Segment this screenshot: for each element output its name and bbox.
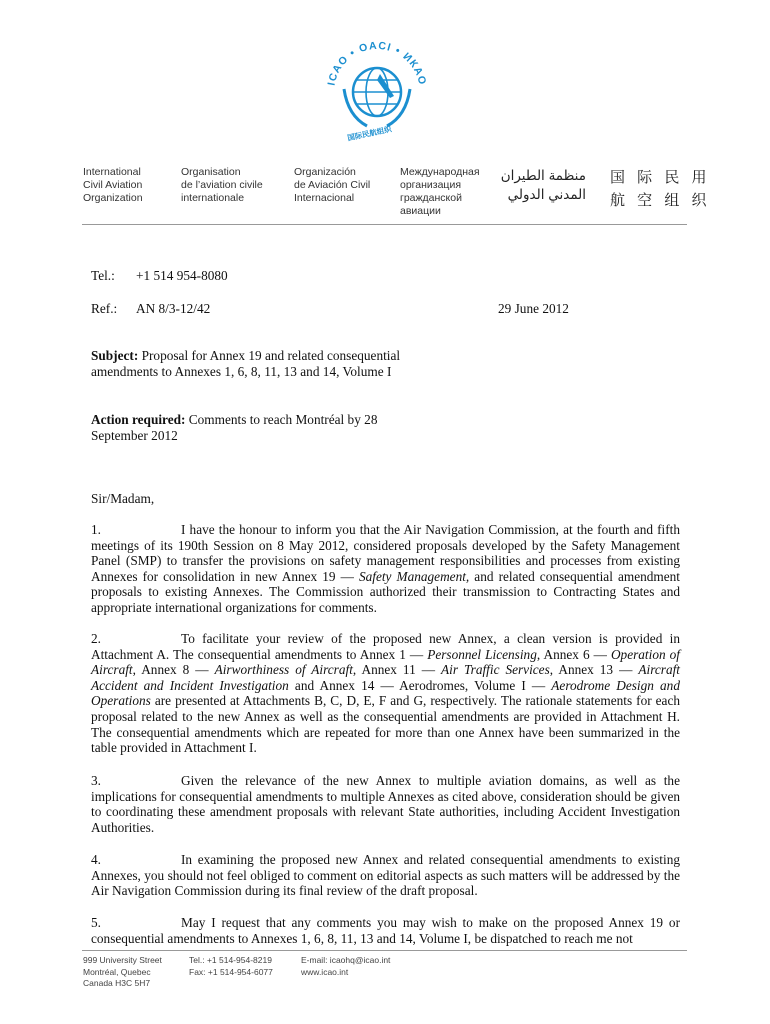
paragraph-3: 3. Given the relevance of the new Annex to multiple aviation domains, as well as the implications for consequential amendments to multiple Annexes as cited above, consideration should be given to coordinating these amendment proposals with relevant State authorities, including Accident Investigation Authorities. [91,773,680,835]
seal-ring-text: ICAO • OACI • ИКАО [325,39,429,87]
seal-cn-text: 国际民航组织 [346,124,393,143]
paragraph-1: 1. I have the honour to inform you that the Air Navigation Commission, at the fourth and fifth meetings of its 190th Session on 8 May 2012, considered proposals developed by the Safety Management Panel (SMP) to transfer the provisions on safety management responsibilities and processes from existing Annexes for consolidation in new Annex 19 — Safety Management, and related consequential amendment proposals to existing Annexes. The Commission authorized their transmission to Contracting States and appropriate international organizations for comments. [91,522,680,615]
salutation: Sir/Madam, [91,491,155,506]
tel-value: +1 514 954-8080 [136,268,228,283]
ref-label: Ref.: [91,301,118,316]
action-text: Comments to reach Montréal by 28 September 2012 [91,412,378,443]
header-spanish: Organización de Aviación Civil Internacional [294,166,371,204]
header-english: International Civil Aviation Organization [83,166,143,204]
paragraph-number: 1. [91,522,101,537]
paragraph-number: 3. [91,773,101,788]
subject-label: Subject: [91,348,139,363]
header-french: Organisation de l’aviation civile internationale [181,166,263,204]
footer-rule [82,950,687,951]
subject-block [91,348,411,379]
header-russian: Международная организация гражданской авиации [400,166,480,217]
ref-value: AN 8/3-12/42 [136,301,211,316]
footer-phones: Tel.: +1 514-954-8219 Fax: +1 514-954-6077 [189,955,273,977]
paragraph-2: 2. To facilitate your review of the proposed new Annex, a clean version is provided in Attachment A. The consequential amendments to Annex 1 — Personnel Licensing, Annex 6 — Operation of Aircraft, Annex 8 — Airworthiness of Aircraft, Annex 11 — Air Traffic Services, Annex 13 — Aircraft Accident and Incident Investigation and Annex 14 — Aerodromes, Volume I — Aerodrome Design and Operations are presented at Attachments B, C, D, E, F and G, respectively. The rationale statements for each proposal related to the new Annex as well as the consequential amendments are provided in Attachment H. The consequential amendments which are repeated for more than one Annex have been summarized in the table provided in Attachment I. [91,631,680,756]
header-arabic: منظمة الطيران المدني الدولي [500,168,586,202]
letter-date: 29 June 2012 [498,301,569,316]
paragraph-number: 4. [91,852,101,867]
paragraph-4: 4. In examining the proposed new Annex and related consequential amendments to existing Annexes, you should not feel obliged to comment on editorial aspects as such matters will be addressed by the Air Navigation Commission during its final review of the draft proposal. [91,852,680,899]
action-block [91,412,411,443]
icao-seal-logo [322,34,432,144]
header-chinese: 国 际 民 用 航 空 组 织 [610,169,711,209]
tel-label: Tel.: [91,268,115,283]
subject-text: Proposal for Annex 19 and related consequential amendments to Annexes 1, 6, 8, 11, 13 and 14, Volume I [91,348,401,379]
paragraph-number: 2. [91,631,101,646]
footer-address: 999 University Street Montréal, Quebec Canada H3C 5H7 [83,955,162,988]
paragraph-5: 5. May I request that any comments you may wish to make on the proposed Annex 19 or consequential amendments to Annexes 1, 6, 8, 11, 13 and 14, Volume I, be dispatched to reach me not [91,915,680,946]
header-rule [82,224,687,225]
action-label: Action required: [91,412,186,427]
paragraph-number: 5. [91,915,101,930]
footer-contact: E-mail: icaohq@icao.int www.icao.int [301,955,391,977]
